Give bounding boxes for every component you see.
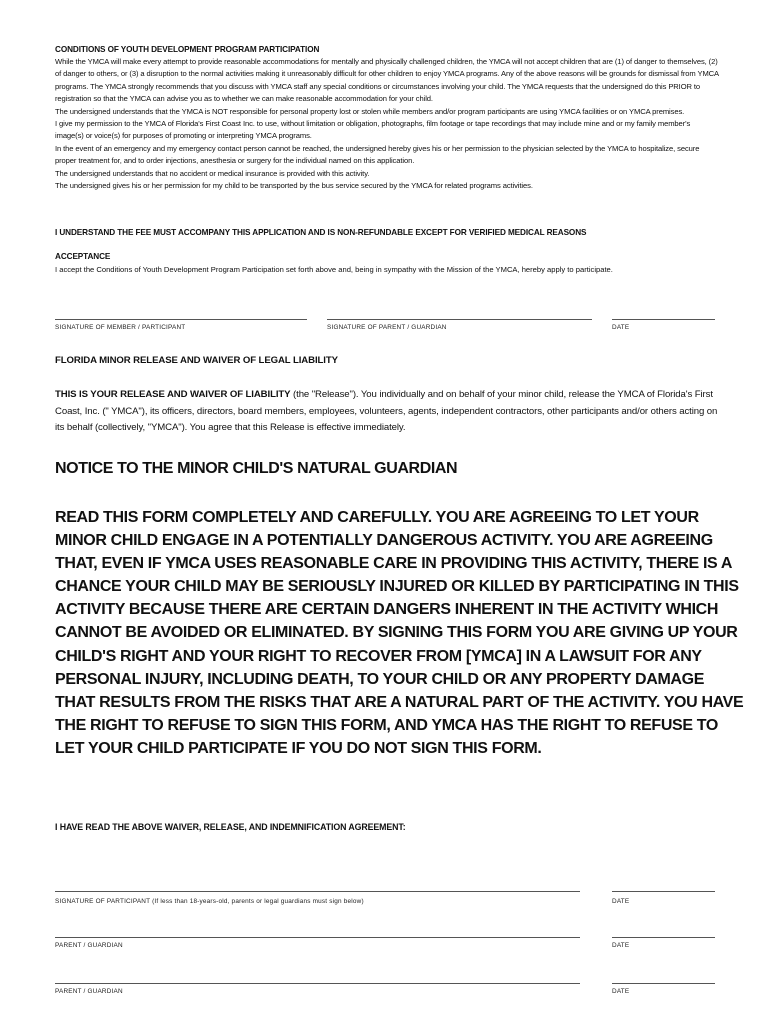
guardian-signature-line-2[interactable]: [55, 983, 580, 984]
guardian-signature-line-1[interactable]: [55, 937, 580, 938]
acknowledgement-text: I HAVE READ THE ABOVE WAIVER, RELEASE, AND INDEMNIFICATION AGREEMENT:: [55, 822, 406, 832]
date-line-2[interactable]: [612, 937, 715, 938]
conditions-paragraph: In the event of an emergency and my emergency contact person cannot be reached, the undersigned hereby gives his or her permission to the physician selected by the YMCA to hospitalize, secure proper treatment for, and to order injections, anesthesia or surgery for the individual named on this application.: [55, 143, 700, 166]
parent-signature-label: SIGNATURE OF PARENT / GUARDIAN: [327, 324, 447, 331]
date-label-3: DATE: [612, 988, 630, 995]
date-line-1[interactable]: [612, 891, 715, 892]
warning-text: READ THIS FORM COMPLETELY AND CAREFULLY. YOU ARE AGREEING TO LET YOUR MINOR CHILD ENGAGE IN A POTENTIALLY DANGEROUS ACTIVITY. YOU ARE AGREEING THAT, EVEN IF YMCA USES REASONABLE CARE IN PROVIDING THIS ACTIVITY, THERE IS A CHANCE YOUR CHILD MAY BE SERIOUSLY INJURED OR KILLED BY PARTICIPATING IN THIS ACTIVITY BECAUSE THERE ARE CERTAIN DANGERS INHERENT IN THE ACTIVITY WHICH CANNOT BE AVOIDED OR ELIMINATED. BY SIGNING THIS FORM YOU ARE GIVING UP YOUR CHILD'S RIGHT AND YOUR RIGHT TO RECOVER FROM [YMCA] IN A LAWSUIT FOR ANY PERSONAL INJURY, INCLUDING DEATH, TO YOUR CHILD OR ANY PROPERTY DAMAGE THAT RESULTS FROM THE RISKS THAT ARE A NATURAL PART OF THE ACTIVITY. YOU HAVE THE RIGHT TO REFUSE TO SIGN THIS FORM, AND YMCA HAS THE RIGHT TO REFUSE TO LET YOUR CHILD PARTICIPATE IF YOU DO NOT SIGN THIS FORM.: [55, 509, 744, 757]
conditions-paragraph: The undersigned gives his or her permission for my child to be transported by the bus service secured by the YMCA for related programs activities.: [55, 181, 533, 191]
member-signature-label: SIGNATURE OF MEMBER / PARTICIPANT: [55, 324, 186, 331]
participant-signature-line[interactable]: [55, 891, 580, 892]
date-label-2: DATE: [612, 942, 630, 949]
acceptance-text: I accept the Conditions of Youth Development Program Participation set forth above and, being in sympathy with the Mission of the YMCA, hereby apply to participate.: [55, 265, 613, 274]
guardian-label-2: PARENT / GUARDIAN: [55, 988, 123, 995]
fee-notice: I UNDERSTAND THE FEE MUST ACCOMPANY THIS APPLICATION AND IS NON-REFUNDABLE EXCEPT FOR VERIFIED MEDICAL REASONS: [55, 228, 587, 237]
date-line-3[interactable]: [612, 983, 715, 984]
member-signature-line[interactable]: [55, 319, 307, 320]
notice-title: NOTICE TO THE MINOR CHILD'S NATURAL GUARDIAN: [55, 460, 458, 477]
florida-release-title: FLORIDA MINOR RELEASE AND WAIVER OF LEGAL LIABILITY: [55, 355, 338, 366]
conditions-paragraph: The undersigned understands that no accident or medical insurance is provided with this activity.: [55, 168, 370, 178]
participant-signature-label: SIGNATURE OF PARTICIPANT (If less than 18-years-old, parents or legal guardians must sign below): [55, 898, 364, 905]
release-paragraph: [55, 387, 723, 437]
release-text: (the "Release"). You individually and on behalf of your minor child, release the YMCA of Florida's First Coast, Inc. (" YMCA"), its officers, directors, board members, employees, volunteers, agents, independent contractors, other participants and/or others acting on its behalf (collectively, "YMCA"). You agree that this Release is effective immediately.: [55, 389, 718, 433]
guardian-label-1: PARENT / GUARDIAN: [55, 942, 123, 949]
acceptance-title: ACCEPTANCE: [55, 252, 111, 261]
acceptance-date-label: DATE: [612, 324, 630, 331]
conditions-title: CONDITIONS OF YOUTH DEVELOPMENT PROGRAM PARTICIPATION: [55, 45, 320, 54]
date-label-1: DATE: [612, 898, 630, 905]
conditions-paragraph: While the YMCA will make every attempt to provide reasonable accommodations for mentally and physically challenged children, the YMCA will not accept children that are (1) of danger to themselves, (2) of danger to others, or (3) a disruption to the normal activities making it unreasonably difficult for other children to enjoy YMCA programs. Any of the above reasons will be grounds for dismissal from YMCA programs. The YMCA strongly recommends that you discuss with YMCA staff any special conditions or circumstances involving your child. The YMCA requests that the undersigned do this PRIOR to registration so that the YMCA can advise you as to whether we can make reasonable accommodation for your child.: [55, 57, 719, 104]
parent-signature-line[interactable]: [327, 319, 592, 320]
release-lead: THIS IS YOUR RELEASE AND WAIVER OF LIABILITY: [55, 389, 291, 400]
conditions-paragraph: The undersigned understands that the YMCA is NOT responsible for personal property lost or stolen while members and/or program participants are using YMCA facilities or on YMCA premises.: [55, 106, 685, 116]
conditions-paragraph: I give my permission to the YMCA of Florida's First Coast Inc. to use, without limitation or obligation, photographs, film footage or tape recordings that may include mine and or my family member's image(s) or voice(s) for purposes of promoting or interpreting YMCA programs.: [55, 119, 691, 141]
conditions-body: [55, 56, 720, 192]
acceptance-date-line[interactable]: [612, 319, 715, 320]
